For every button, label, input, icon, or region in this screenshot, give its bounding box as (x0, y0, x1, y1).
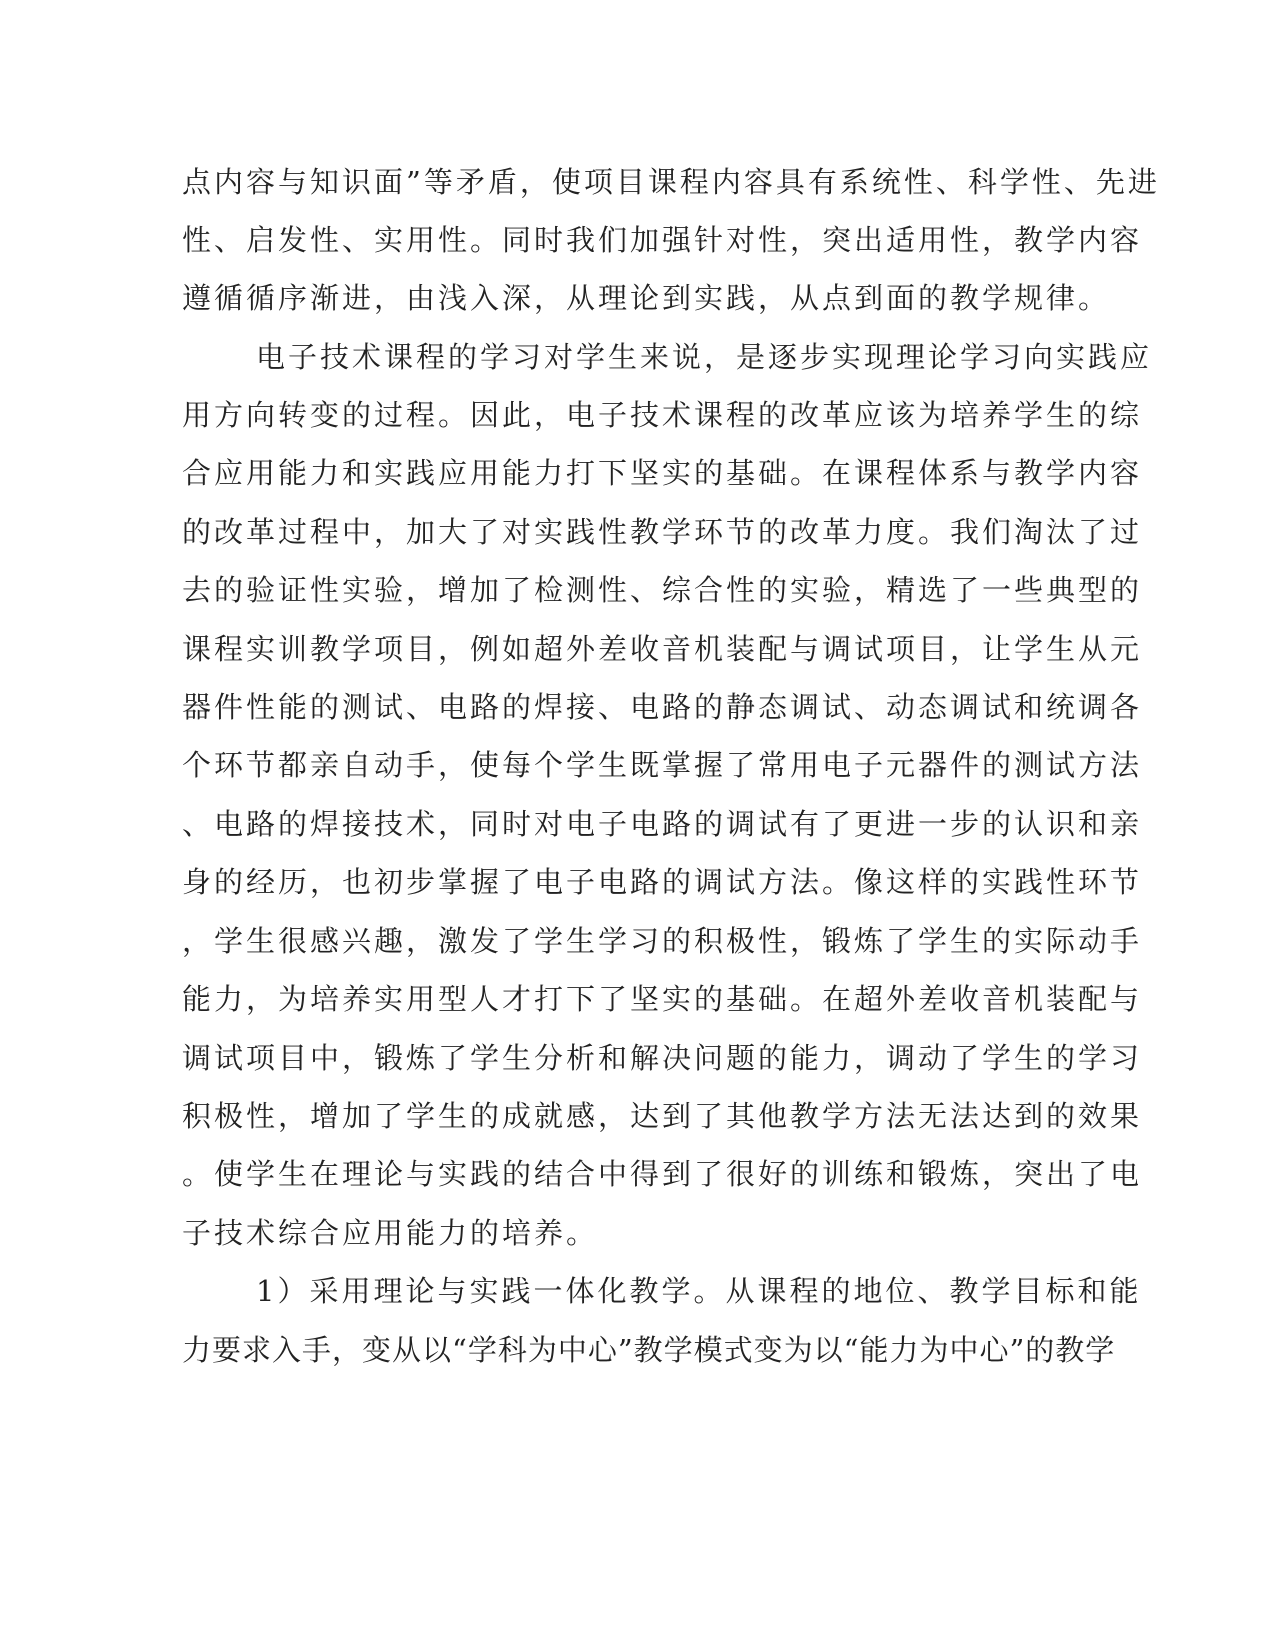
text-line: 子技术综合应用能力的培养。 (182, 1216, 599, 1250)
text-line: 的改革过程中，加大了对实践性教学环节的改革力度。我们淘汰了过 (182, 515, 1143, 549)
text-line: 积极性，增加了学生的成就感，达到了其他教学方法无法达到的效果 (182, 1099, 1143, 1133)
text-line: 能力，为培养实用型人才打下了坚实的基础。在超外差收音机装配与 (182, 982, 1143, 1016)
text-line: 个环节都亲自动手，使每个学生既掌握了常用电子元器件的测试方法 (182, 748, 1143, 782)
text-line: 。使学生在理论与实践的结合中得到了很好的训练和锻炼，突出了电 (182, 1157, 1143, 1191)
text-line: 合应用能力和实践应用能力打下坚实的基础。在课程体系与教学内容 (182, 456, 1143, 490)
text-line: 身的经历，也初步掌握了电子电路的调试方法。像这样的实践性环节 (182, 865, 1143, 899)
text-line: 用方向转变的过程。因此，电子技术课程的改革应该为培养学生的综 (182, 398, 1143, 432)
text-line: 去的验证性实验，增加了检测性、综合性的实验，精选了一些典型的 (182, 573, 1143, 607)
text-line: 器件性能的测试、电路的焊接、电路的静态调试、动态调试和统调各 (182, 690, 1143, 724)
text-line: 课程实训教学项目，例如超外差收音机装配与调试项目，让学生从元 (182, 632, 1143, 666)
text-line: 力要求入手，变从以“学科为中心”教学模式变为以“能力为中心”的教学 (182, 1333, 1116, 1367)
paragraph-first-line: 电子技术课程的学习对学生来说，是逐步实现理论学习向实践应 (256, 340, 1153, 374)
text-line: 调试项目中，锻炼了学生分析和解决问题的能力，调动了学生的学习 (182, 1041, 1143, 1075)
text-line: 点内容与知识面”等矛盾，使项目课程内容具有系统性、科学性、先进 (182, 165, 1160, 199)
text-line: 遵循循序渐进，由浅入深，从理论到实践，从点到面的教学规律。 (182, 281, 1111, 315)
text-line: 、电路的焊接技术，同时对电子电路的调试有了更进一步的认识和亲 (182, 807, 1143, 841)
paragraph-first-line: 1）采用理论与实践一体化教学。从课程的地位、教学目标和能 (256, 1274, 1142, 1308)
text-line: 性、启发性、实用性。同时我们加强针对性，突出适用性，教学内容 (182, 223, 1143, 257)
text-line: ，学生很感兴趣，激发了学生学习的积极性，锻炼了学生的实际动手 (182, 924, 1143, 958)
